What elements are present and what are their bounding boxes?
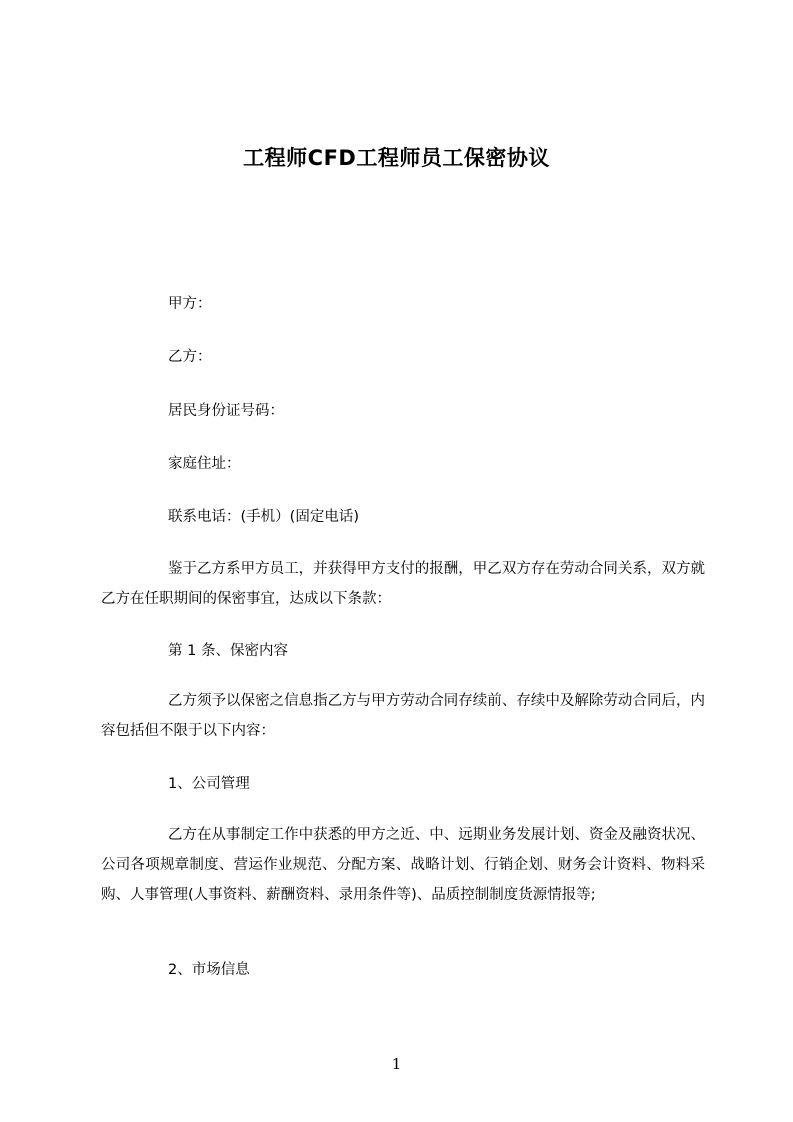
party-a-field: 甲方： bbox=[168, 296, 212, 312]
party-b-field: 乙方： bbox=[168, 349, 212, 365]
item-1-paragraph: 乙方在从事制定工作中获悉的甲方之近、中、远期业务发展计划、资金及融资状况、公司各项规章制度、营运作业规范、分配方案、战略计划、行销企划、财务会计资料、物料采购、人事管理(人事资料、薪酬资料、录用条件等)、品质控制制度货源情报等; bbox=[101, 827, 705, 903]
article-1-intro-paragraph: 乙方须予以保密之信息指乙方与甲方劳动合同存续前、存续中及解除劳动合同后，内容包括但不限于以下内容： bbox=[101, 693, 705, 739]
preamble-paragraph: 鉴于乙方系甲方员工，并获得甲方支付的报酬，甲乙双方存在劳动合同关系，双方就乙方在任职期间的保密事宜，达成以下条款： bbox=[101, 561, 705, 607]
page-number: 1 bbox=[391, 1055, 402, 1073]
article-1-heading: 第 1 条、保密内容 bbox=[168, 643, 288, 659]
address-field: 家庭住址： bbox=[168, 456, 241, 472]
item-1-heading: 1、公司管理 bbox=[168, 776, 250, 792]
phone-field: 联系电话：(手机）(固定电话) bbox=[168, 509, 359, 525]
item-2-heading: 2、市场信息 bbox=[168, 962, 250, 978]
document-title: 工程师CFD工程师员工保密协议 bbox=[243, 146, 550, 170]
id-number-field: 居民身份证号码： bbox=[168, 403, 284, 419]
